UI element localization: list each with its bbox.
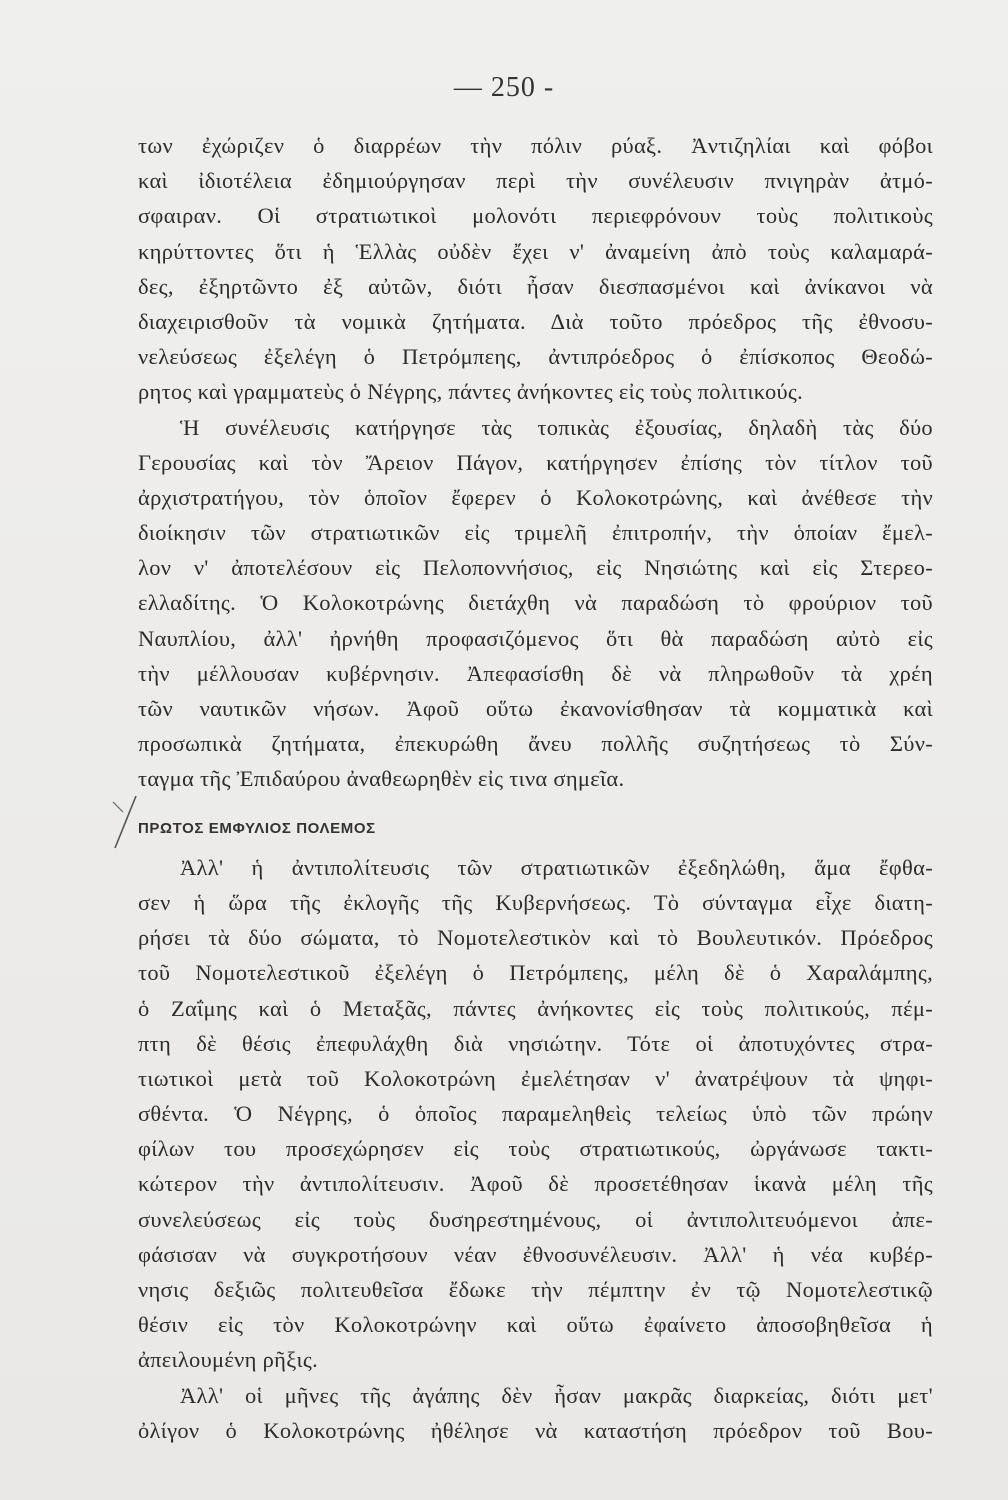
- text-line: λον ν' ἀποτελέσουν εἰς Πελοποννήσιος, εἰς Νησιώτης καὶ εἰς Στερεο-: [138, 555, 933, 581]
- text-line: πτη δὲ θέσις ἐπεφυλάχθη διὰ νησιώτην. Τότε οἱ ἀποτυχόντες στρα-: [138, 1030, 933, 1056]
- text-line: ρητος καὶ γραμματεὺς ὁ Νέγρης, πάντες ἀνήκοντες εἰς τοὺς πολιτικούς.: [138, 379, 804, 405]
- text-line: διαχειρισθοῦν τὰ νομικὰ ζητήματα. Διὰ τοῦτο πρόεδρος τῆς ἐθνοσυ-: [138, 308, 933, 334]
- text-line: τῶν ναυτικῶν νήσων. Ἀφοῦ οὕτω ἐκανονίσθησαν τὰ κομματικὰ καὶ: [138, 696, 933, 721]
- text-line: δες, ἐξηρτῶντο ἐξ αὐτῶν, διότι ἦσαν διεσπασμένοι καὶ ἀνίκανοι νὰ: [138, 273, 933, 299]
- text-line: κώτερον τὴν ἀντιπολίτευσιν. Ἀφοῦ δὲ προσετέθησαν ἱκανὰ μέλη τῆς: [138, 1171, 933, 1197]
- text-line: φάσισαν νὰ συγκροτήσουν νέαν ἐθνοσυνέλευσιν. Ἀλλ' ἡ νέα κυβέρ-: [138, 1241, 933, 1267]
- text-line: σεν ἡ ὥρα τῆς ἐκλογῆς τῆς Κυβερνήσεως. Τὸ σύνταγμα εἶχε διατη-: [138, 889, 933, 915]
- text-line: ὀλίγον ὁ Κολοκοτρώνης ἠθέλησε νὰ καταστήση πρόεδρον τοῦ Βου-: [138, 1417, 933, 1443]
- paragraph-2: [138, 410, 933, 797]
- pencil-mark: [111, 792, 139, 852]
- text-line: Γερουσίας καὶ τὸν Ἄρειον Πάγον, κατήργησεν ἐπίσης τὸν τίτλον τοῦ: [138, 449, 933, 475]
- text-line: Ἡ συνέλευσις κατήργησε τὰς τοπικὰς ἐξουσίας, δηλαδὴ τὰς δύο: [180, 414, 933, 440]
- section-heading: ΠΡΩΤΟΣ ΕΜΦΥΛΙΟΣ ΠΟΛΕΜΟΣ: [138, 819, 376, 837]
- page-number: — 250 -: [453, 72, 555, 103]
- text-line: των ἐχώριζεν ὁ διαρρέων τὴν πόλιν ρύαξ. Ἀντιζηλίαι καὶ φόβοι: [138, 133, 933, 158]
- paragraph-3: [138, 850, 933, 1378]
- text-line: τιωτικοὶ μετὰ τοῦ Κολοκοτρώνη ἐμελέτησαν ν' ἀνατρέψουν τὰ ψηφι-: [138, 1065, 933, 1091]
- body-text: [138, 128, 933, 1448]
- text-line: προσωπικὰ ζητήματα, ἐπεκυρώθη ἄνευ πολλῆς συζητήσεως τὸ Σύν-: [138, 731, 933, 757]
- text-line: σφαιραν. Οἱ στρατιωτικοὶ μολονότι περιεφρόνουν τοὺς πολιτικοὺς: [138, 203, 933, 229]
- text-line: τὴν μέλλουσαν κυβέρνησιν. Ἀπεφασίσθη δὲ νὰ πληρωθοῦν τὰ χρέη: [138, 660, 933, 686]
- text-line: σθέντα. Ὁ Νέγρης, ὁ ὁποῖος παραμεληθεὶς τελείως ὑπὸ τῶν πρώην: [138, 1101, 933, 1127]
- text-line: Ἀλλ' ἡ ἀντιπολίτευσις τῶν στρατιωτικῶν ἐξεδηλώθη, ἅμα ἔφθα-: [180, 854, 933, 880]
- text-line: φίλων του προσεχώρησεν εἰς τοὺς στρατιωτικούς, ὠργάνωσε τακτι-: [138, 1136, 933, 1162]
- text-line: συνελεύσεως εἰς τοὺς δυσηρεστημένους, οἱ ἀντιπολιτευόμενοι ἀπε-: [138, 1206, 933, 1232]
- text-line: ἀπειλουμένη ρῆξις.: [138, 1347, 319, 1373]
- text-line: Ἀλλ' οἱ μῆνες τῆς ἀγάπης δὲν ἦσαν μακρᾶς διαρκείας, διότι μετ': [180, 1382, 933, 1408]
- text-line: ταγμα τῆς Ἐπιδαύρου ἀναθεωρηθὲν εἰς τινα σημεῖα.: [138, 766, 625, 792]
- text-line: Ναυπλίου, ἀλλ' ἠρνήθη προφασιζόμενος ὅτι θὰ παραδώση αὐτὸ εἰς: [138, 625, 933, 651]
- text-line: νελεύσεως ἐξελέγη ὁ Πετρόμπεης, ἀντιπρόεδρος ὁ ἐπίσκοπος Θεοδώ-: [138, 344, 933, 370]
- text-line: τοῦ Νομοτελεστικοῦ ἐξελέγη ὁ Πετρόμπεης, μέλη δὲ ὁ Χαραλάμπης,: [138, 960, 933, 986]
- paragraph-1: [138, 128, 933, 410]
- text-line: ὁ Ζαΐμης καὶ ὁ Μεταξᾶς, πάντες ἀνήκοντες εἰς τοὺς πολιτικούς, πέμ-: [138, 995, 933, 1021]
- text-line: νησις δεξιῶς πολιτευθεῖσα ἔδωκε τὴν πέμπτην ἐν τῷ Νομοτελεστικῷ: [138, 1277, 933, 1302]
- text-line: διοίκησιν τῶν στρατιωτικῶν εἰς τριμελῆ ἐπιτροπήν, τὴν ὁποίαν ἔμελ-: [138, 520, 933, 546]
- paragraph-4: [138, 1378, 933, 1448]
- text-line: ρήσει τὰ δύο σώματα, τὸ Νομοτελεστικὸν καὶ τὸ Βουλευτικόν. Πρόεδρος: [138, 925, 933, 951]
- text-line: ελλαδίτης. Ὁ Κολοκοτρώνης διετάχθη νὰ παραδώση τὸ φρούριον τοῦ: [138, 590, 933, 616]
- text-line: θέσιν εἰς τὸν Κολοκοτρώνην καὶ οὕτω ἐφαίνετο ἀποσοβηθεῖσα ἡ: [138, 1312, 933, 1338]
- text-line: κηρύττοντες ὅτι ἡ Ἑλλὰς οὐδὲν ἔχει ν' ἀναμείνη ἀπὸ τοὺς καλαμαρά-: [138, 238, 933, 264]
- text-line: καὶ ἰδιοτέλεια ἐδημιούργησαν περὶ τὴν συνέλευσιν πνιγηρὰν ἀτμό-: [138, 168, 933, 194]
- text-line: ἀρχιστρατήγου, τὸν ὁποῖον ἔφερεν ὁ Κολοκοτρώνης, καὶ ἀνέθεσε τὴν: [138, 484, 933, 510]
